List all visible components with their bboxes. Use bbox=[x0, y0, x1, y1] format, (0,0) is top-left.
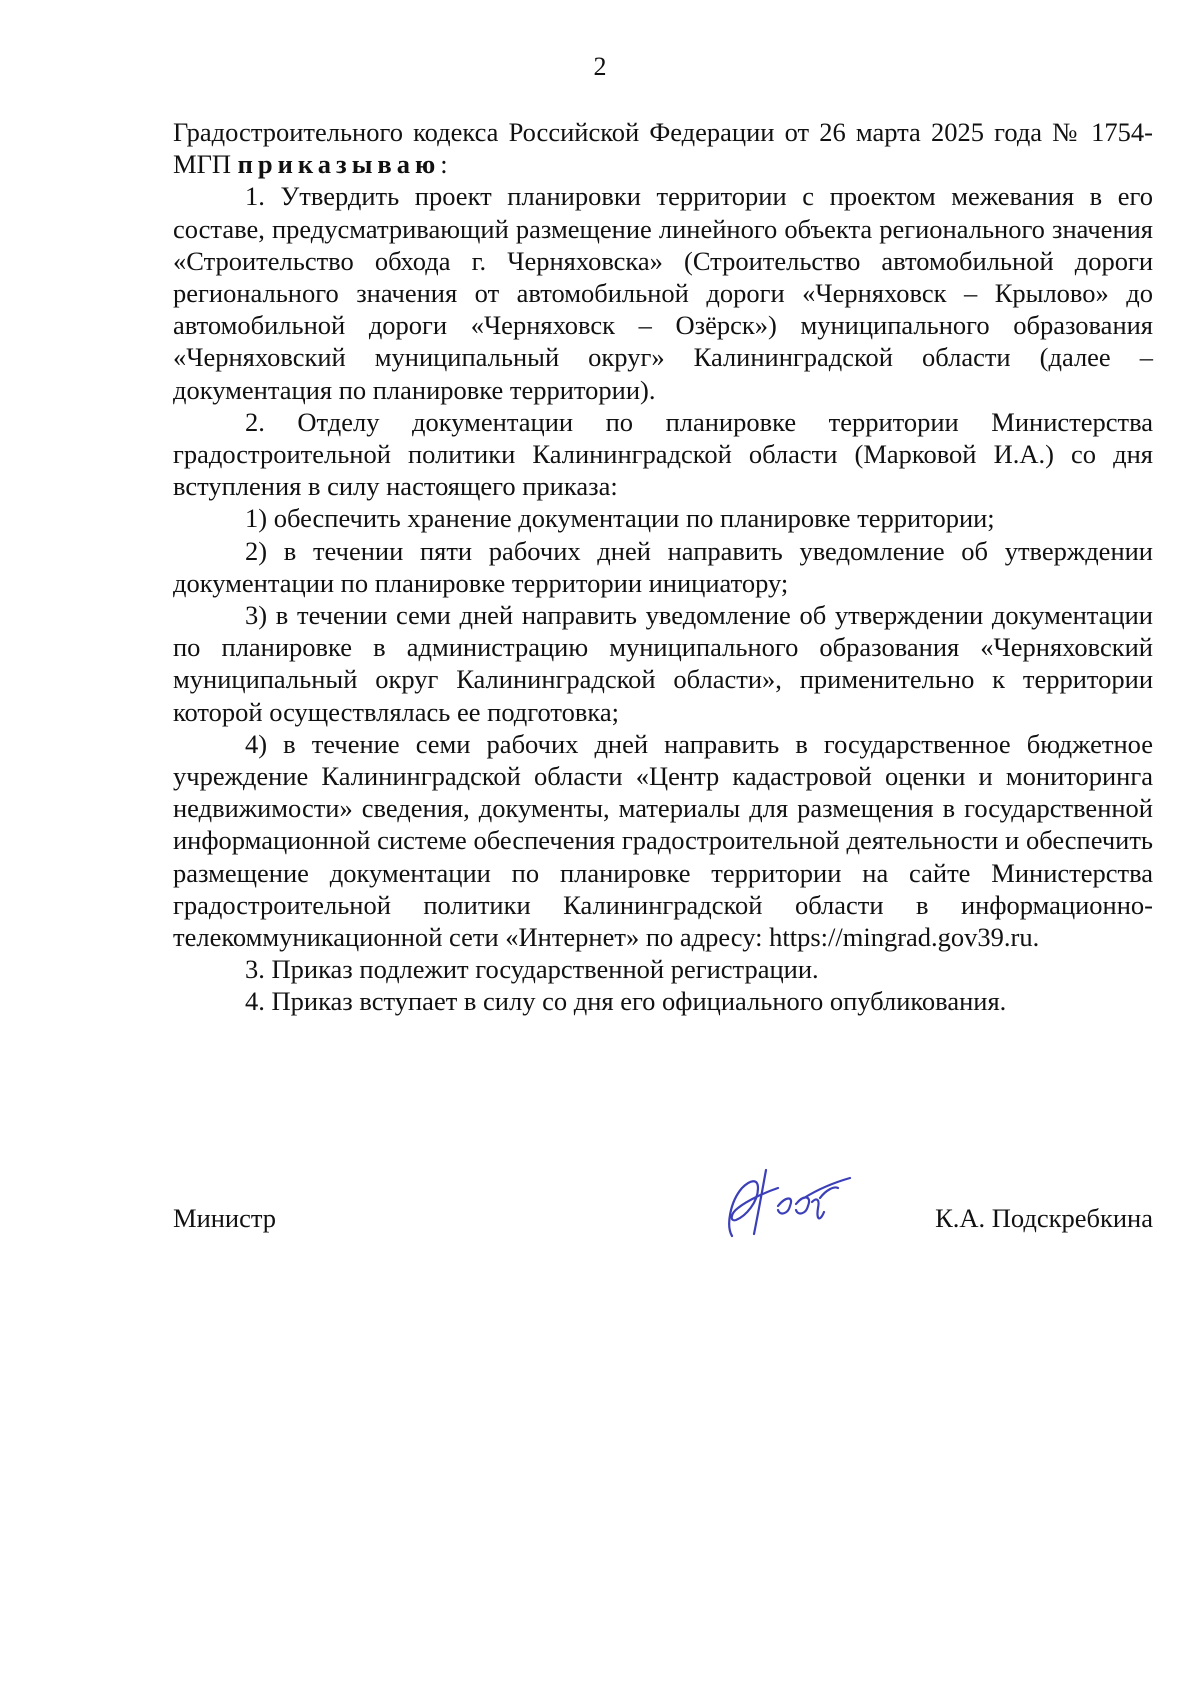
intro-paragraph bbox=[173, 116, 1153, 180]
signatory-position: Министр bbox=[173, 1203, 277, 1233]
item-4-effective-date: 4. Приказ вступает в силу со дня его официального опубликования. bbox=[245, 986, 1007, 1017]
subitem-1-storage: 1) обеспечить хранение документации по планировке территории; bbox=[245, 503, 995, 534]
subitem-2-notify-initiator: 2) в течении пяти рабочих дней направить уведомление об утверждении документации по планировке территории инициатору; bbox=[173, 535, 1153, 598]
item-1-approve-project: 1. Утвердить проект планировки территории с проектом межевания в его составе, предусматривающий размещение линейного объекта регионального значения «Строительство обхода г. Черняховска» (Строительство автомобильной дороги регионального значения от автомобильной дороги «Черняховск – Крылово» до автомобильной дороги «Черняховск – Озёрск») муниципального образования «Черняховский муниципальный округ» Калининградской области (далее – документация по планировке территории). bbox=[173, 181, 1153, 405]
subitem-3-notify-administration: 3) в течении семи дней направить уведомление об утверждении документации по планировке в администрацию муниципального образования «Черняховский муниципальный округ Калининградской области», применительно к территории которой осуществлялась ее подготовка; bbox=[173, 600, 1153, 727]
signature-block bbox=[173, 1188, 1153, 1248]
signatory-name: К.А. Подскребкина bbox=[935, 1203, 1153, 1233]
order-body bbox=[173, 116, 1153, 1018]
handwritten-signature bbox=[708, 1158, 853, 1248]
item-2-department-instructions: 2. Отделу документации по планировке территории Министерства градостроительной политики Калининградской области (Марковой И.А.) со дня вступления в силу настоящего приказа: bbox=[173, 406, 1153, 502]
item-3-registration: 3. Приказ подлежит государственной регистрации. bbox=[245, 954, 819, 985]
order-keyword: приказываю bbox=[237, 149, 441, 180]
subitem-4-publish-documentation: 4) в течение семи рабочих дней направить в государственное бюджетное учреждение Калининградской области «Центр кадастровой оценки и мониторинга недвижимости» сведения, документы, материалы для размещения в государственной информационной системе обеспечения градостроительной деятельности и обеспечить размещение документации по планировке территории на сайте Министерства градостроительной политики Калининградской области в информационно-телекоммуникационной сети «Интернет» по адресу: https://mingrad.gov39.ru. bbox=[173, 728, 1153, 953]
page-number: 2 bbox=[593, 52, 607, 81]
intro-text: Градостроительного кодекса Российской Федерации от 26 марта 2025 года № 1754-МГП bbox=[173, 117, 1153, 180]
intro-colon: : bbox=[440, 149, 448, 180]
